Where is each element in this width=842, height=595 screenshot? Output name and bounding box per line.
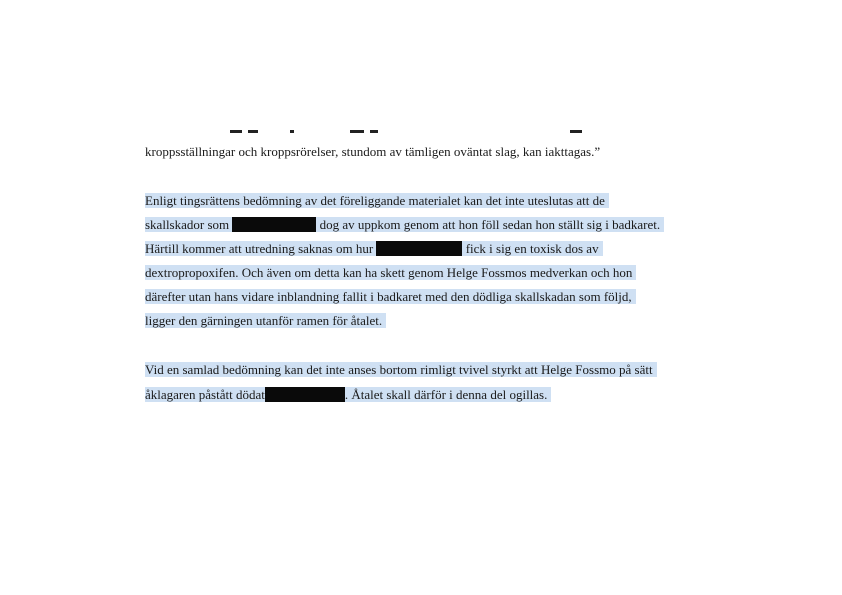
paragraph1-line2: skallskador som dog av uppkom genom att hon föll sedan hon ställt sig i badkaret. [145, 214, 664, 236]
paragraph1-line1: Enligt tingsrättens bedömning av det föreliggande materialet kan det inte uteslutas att de [145, 190, 609, 212]
paragraph2-line2: åklagaren påstått dödat . Åtalet skall därför i denna del ogillas. [145, 384, 551, 406]
redaction-block [232, 217, 316, 232]
quote-end-line: kroppsställningar och kroppsrörelser, stundom av tämligen oväntat slag, kan iakttagas.” [145, 144, 601, 159]
paragraph1-line4: dextropropoxifen. Och även om detta kan ha skett genom Helge Fossmos medverkan och hon [145, 262, 636, 284]
paragraph1-line5: därefter utan hans vidare inblandning fallit i badkaret med den dödliga skallskadan som följd, [145, 286, 636, 308]
paragraph2-line1: Vid en samlad bedömning kan det inte anses bortom rimligt tvivel styrkt att Helge Fossmo på sätt [145, 359, 657, 381]
redaction-block [265, 387, 345, 402]
paragraph1-line3: Härtill kommer att utredning saknas om hur fick i sig en toxisk dos av [145, 238, 603, 260]
paragraph1-line6: ligger den gärningen utanför ramen för åtalet. [145, 310, 386, 332]
cut-off-text-line [230, 130, 610, 134]
redaction-block [376, 241, 462, 256]
